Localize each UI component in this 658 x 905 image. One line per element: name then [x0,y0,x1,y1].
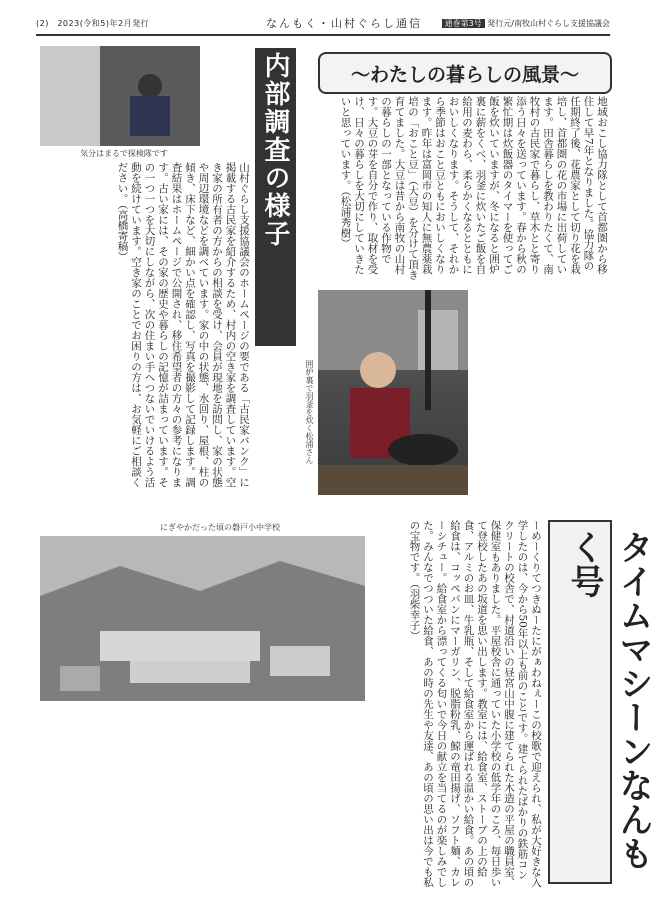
lifestyle-body: 地域おこし協力隊として首都圏から移住して早7年となりました。協力隊の任期終了後、花農家として切り花を栽培し、首都圏の花の市場に出荷しています。田舎暮らしを教わりたくて、南牧村の古民家で暮らし、草木とと寄り添う日々を送っています。春から秋の繁忙期は炊飯器のタイマーを使ってご飯を炊いていますが、冬になると囲炉裏に薪をくべ、羽釜に炊いたご飯を自給用の麦わら、柔らかくなるとともにおいしくなります。そうして、それから季節はおこと豆ともにおいしくなります。昨年は富岡市の知人に無農薬栽培の「おこと豆」（大豆）を分けて頂き育てました。大豆は昔から南牧の山村の暮らしの一部となっている作物です。大豆の芽を自分で作り、取材を受け、日々の暮らしを大切にしていきたいと思っています。（松浦秀樹） [339,96,608,280]
timemachine-body: ーめーくりてつきぬーたにがぁわねぇーこの校歌で迎えられ、私が大好きな入学したのは、今から50年以上も前のことです。建てられたばかりの鉄筋コンクリートの校舎で、村道沿いの昼宮山中腹に建てられた木造の平屋の職員室、保健室もありました。平屋校舎に通っていた小学校の低学年のころ、毎日歩いて登校したあの坂道を思い出します。教室には、給食室、ストーブの上の給食、アルミのお皿、牛乳瓶、そして給食室から運ばれる温かい給食。あの頃の給食は、コッペパンにマーガリン、脱脂粉乳、鯨の竜田揚げ、ソフト麺、カレーシチュー。給食室から漂ってくる匂いで今日の献立を当てるのが楽しみでした。みんなでつついた給食、あの時の先生や友達、あの頃の思い出は今でも私の宝物です。（羽柴幸子） [408,520,542,888]
timemachine-photo-caption: にぎやかだった頃の磐戸小中学校 [160,523,280,532]
lifestyle-photo-caption: 囲炉裏で羽釜を炊く松浦さん [305,360,314,464]
lifestyle-photo [318,290,468,495]
survey-title: 内部調査の様子 [255,48,296,346]
timemachine-body-continued [40,708,365,888]
newsletter-title: なんもく・山村ぐらし通信 [266,17,422,30]
irori-photo-image [318,290,468,495]
timemachine-title: タイムマシーンなんもく号 [564,530,653,870]
school-photo-image [40,536,365,701]
survey-photo [40,46,200,146]
survey-photo-caption: 気分はまるで探検隊です [80,149,168,158]
publisher: 発行元/南牧山村ぐらし支援協議会 [487,19,610,28]
survey-photo-image [40,46,200,146]
page-header [36,14,610,36]
timemachine-photo [40,536,365,701]
page-and-date: (2) 2023(令和5)年2月発行 [36,19,150,28]
issue-badge: 通巻第3号 [442,19,485,28]
timemachine-title-box [548,520,653,884]
survey-body: 山村ぐらし支援協議会のホームページの要である「古民家バンク」に掲載する古民家を紹介するため、村内の空き家を調査しています。空き家の所有者の方からの相談を受け、会員が現地を訪問し、家の状態や周辺環境などを調べています。家の中の状態、水回り、屋根、柱の傾き、床下など、細かい点を確認し、写真を撮影して記録します。調査結果はホームページで公開され、移住希望者の方々の参考になります。古い家には、その家の歴史や暮らしの記憶が詰まっています。その一つ一つを大切にしながら、次の住まい手へつないでいけるよう活動を続けています。空き家のことでお困りの方は、お気軽にご相談ください。（高橋寄稿） [116,162,250,488]
publisher-info [442,18,610,29]
lifestyle-title: 〜わたしの暮らしの風景〜 [350,64,579,86]
lifestyle-title-banner [318,52,612,94]
